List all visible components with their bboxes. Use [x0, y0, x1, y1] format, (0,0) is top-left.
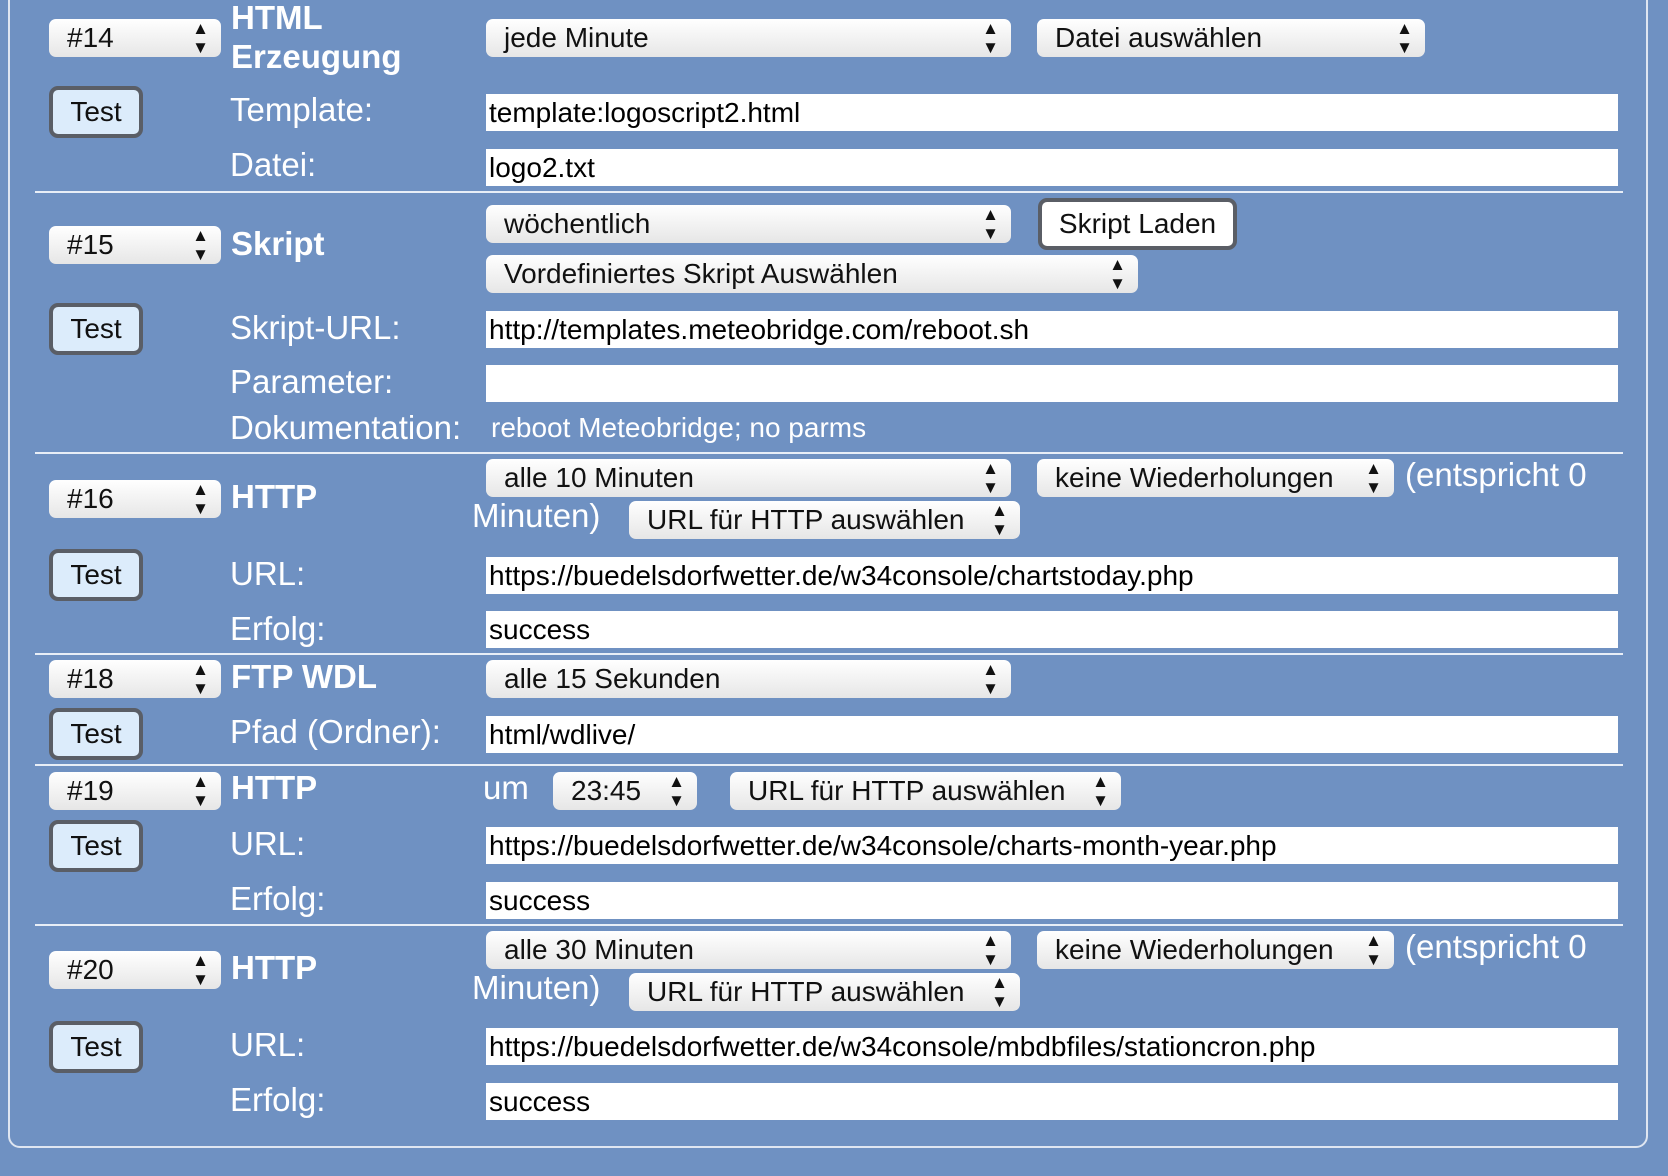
- file-select-14[interactable]: [1037, 19, 1425, 57]
- event-id-select-20[interactable]: [49, 951, 221, 989]
- schedule-value: alle 10 Minuten: [504, 462, 694, 493]
- url-input-19[interactable]: https://buedelsdorfwetter.de/w34console/charts-month-year.php: [486, 827, 1618, 864]
- up-down-arrows-icon: ▲ ▼: [192, 772, 209, 810]
- load-script-button[interactable]: Skript Laden: [1038, 198, 1237, 250]
- script-url-label: Skript-URL:: [230, 309, 401, 346]
- repeat-value: keine Wiederholungen: [1055, 462, 1334, 493]
- parameter-label: Parameter:: [230, 363, 394, 400]
- success-input-20[interactable]: success: [486, 1083, 1618, 1120]
- equivalent-text-minutes: Minuten): [472, 497, 601, 534]
- url-input-16[interactable]: https://buedelsdorfwetter.de/w34console/chartstoday.php: [486, 557, 1618, 594]
- schedule-value: alle 30 Minuten: [504, 934, 694, 965]
- event-id-select-14[interactable]: [49, 19, 221, 57]
- url-select-16[interactable]: [629, 501, 1020, 539]
- documentation-label: Dokumentation:: [230, 409, 462, 446]
- event-id-select-18[interactable]: [49, 660, 221, 698]
- equivalent-text: (entspricht 0: [1405, 928, 1587, 965]
- section-name: HTML: [231, 0, 323, 36]
- schedule-select-20[interactable]: [486, 931, 1011, 969]
- up-down-arrows-icon: ▲ ▼: [192, 19, 209, 57]
- success-label: Erfolg:: [230, 880, 326, 917]
- time-select-19[interactable]: [553, 772, 697, 810]
- section-name: HTTP: [231, 769, 318, 806]
- url-label: URL:: [230, 825, 306, 862]
- section-divider: [35, 764, 1623, 766]
- section-divider: [35, 924, 1623, 926]
- path-input[interactable]: html/wdlive/: [486, 716, 1618, 753]
- section-name: FTP WDL: [231, 658, 378, 695]
- up-down-arrows-icon: ▲ ▼: [1365, 459, 1382, 497]
- schedule-value: wöchentlich: [504, 208, 651, 239]
- equivalent-text-minutes: Minuten): [472, 969, 601, 1006]
- up-down-arrows-icon: ▲ ▼: [982, 459, 999, 497]
- schedule-select-14[interactable]: [486, 19, 1011, 57]
- event-id-select-16[interactable]: [49, 480, 221, 518]
- up-down-arrows-icon: ▲ ▼: [982, 660, 999, 698]
- section-name: HTTP: [231, 478, 318, 515]
- test-button-15[interactable]: Test: [49, 303, 143, 355]
- equivalent-text: (entspricht 0: [1405, 456, 1587, 493]
- time-value: 23:45: [571, 775, 642, 806]
- url-select-value: URL für HTTP auswählen: [647, 976, 965, 1007]
- up-down-arrows-icon: ▲ ▼: [192, 480, 209, 518]
- up-down-arrows-icon: ▲ ▼: [192, 660, 209, 698]
- script-url-input[interactable]: http://templates.meteobridge.com/reboot.sh: [486, 311, 1618, 348]
- event-id-select-15[interactable]: [49, 226, 221, 264]
- url-select-value: URL für HTTP auswählen: [647, 504, 965, 535]
- schedule-value: alle 15 Sekunden: [504, 663, 721, 694]
- template-label: Template:: [230, 91, 374, 128]
- up-down-arrows-icon: ▲ ▼: [991, 501, 1008, 539]
- event-id-value: #16: [67, 483, 114, 514]
- schedule-select-15[interactable]: [486, 205, 1011, 243]
- predefined-script-select[interactable]: [486, 255, 1138, 293]
- event-id-select-19[interactable]: [49, 772, 221, 810]
- section-divider: [35, 191, 1623, 193]
- file-select-value: Datei auswählen: [1055, 22, 1263, 53]
- file-input[interactable]: logo2.txt: [486, 149, 1618, 186]
- schedule-value: jede Minute: [504, 22, 649, 53]
- test-button-20[interactable]: Test: [49, 1021, 143, 1073]
- repeat-select-20[interactable]: [1037, 931, 1394, 969]
- schedule-select-16[interactable]: [486, 459, 1011, 497]
- up-down-arrows-icon: ▲ ▼: [668, 772, 685, 810]
- section-divider: [35, 653, 1623, 655]
- predefined-script-value: Vordefiniertes Skript Auswählen: [504, 258, 898, 289]
- section-name: HTTP: [231, 949, 318, 986]
- event-id-value: #18: [67, 663, 114, 694]
- schedule-select-18[interactable]: [486, 660, 1011, 698]
- up-down-arrows-icon: ▲ ▼: [982, 19, 999, 57]
- up-down-arrows-icon: ▲ ▼: [192, 226, 209, 264]
- parameter-input[interactable]: [486, 365, 1618, 402]
- documentation-text: reboot Meteobridge; no parms: [491, 412, 867, 443]
- event-id-value: #19: [67, 775, 114, 806]
- up-down-arrows-icon: ▲ ▼: [1092, 772, 1109, 810]
- event-id-value: #14: [67, 22, 114, 53]
- success-label: Erfolg:: [230, 1081, 326, 1118]
- at-label: um: [483, 769, 529, 806]
- url-select-19[interactable]: [730, 772, 1121, 810]
- up-down-arrows-icon: ▲ ▼: [991, 973, 1008, 1011]
- success-label: Erfolg:: [230, 610, 326, 647]
- up-down-arrows-icon: ▲ ▼: [192, 951, 209, 989]
- up-down-arrows-icon: ▲ ▼: [1109, 255, 1126, 293]
- test-button-19[interactable]: Test: [49, 820, 143, 872]
- url-select-value: URL für HTTP auswählen: [748, 775, 1066, 806]
- test-button-14[interactable]: Test: [49, 86, 143, 138]
- test-button-16[interactable]: Test: [49, 549, 143, 601]
- url-label: URL:: [230, 555, 306, 592]
- up-down-arrows-icon: ▲ ▼: [982, 205, 999, 243]
- test-button-18[interactable]: Test: [49, 708, 143, 760]
- file-label: Datei:: [230, 146, 317, 183]
- event-id-value: #15: [67, 229, 114, 260]
- path-label: Pfad (Ordner):: [230, 713, 441, 750]
- up-down-arrows-icon: ▲ ▼: [1365, 931, 1382, 969]
- template-input[interactable]: template:logoscript2.html: [486, 94, 1618, 131]
- url-select-20[interactable]: [629, 973, 1020, 1011]
- section-divider: [35, 452, 1623, 454]
- url-label: URL:: [230, 1026, 306, 1063]
- success-input-19[interactable]: success: [486, 882, 1618, 919]
- section-name-line2: Erzeugung: [231, 38, 402, 75]
- up-down-arrows-icon: ▲ ▼: [1396, 19, 1413, 57]
- repeat-select-16[interactable]: [1037, 459, 1394, 497]
- section-name: Skript: [231, 225, 325, 262]
- repeat-value: keine Wiederholungen: [1055, 934, 1334, 965]
- url-input-20[interactable]: https://buedelsdorfwetter.de/w34console/mbdbfiles/stationcron.php: [486, 1028, 1618, 1065]
- success-input-16[interactable]: success: [486, 611, 1618, 648]
- up-down-arrows-icon: ▲ ▼: [982, 931, 999, 969]
- event-id-value: #20: [67, 954, 114, 985]
